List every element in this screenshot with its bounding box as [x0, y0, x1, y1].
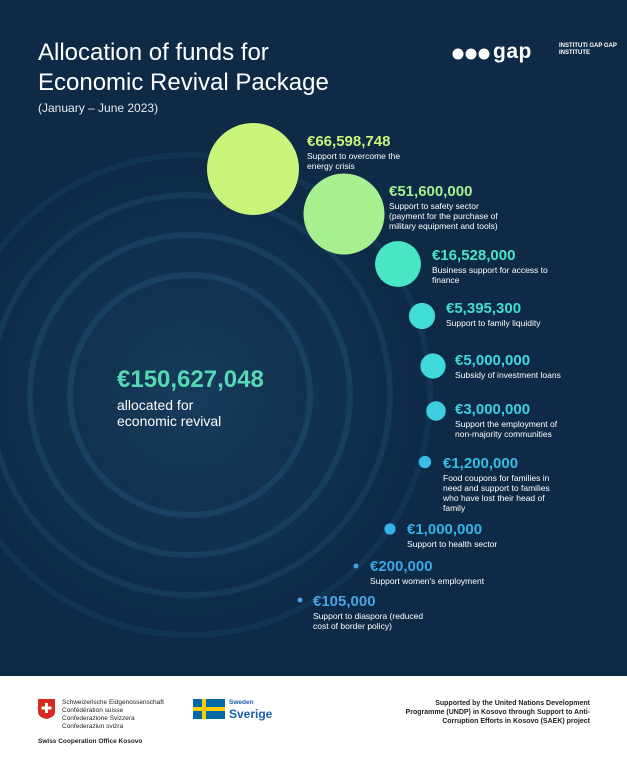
- allocation-item: [446, 300, 566, 328]
- bubble-2: [304, 174, 385, 255]
- allocation-amount: €51,600,000: [389, 183, 473, 200]
- allocation-label: Support the employment of non-majority communities: [455, 419, 558, 439]
- total-amount: €150,627,048: [117, 366, 264, 393]
- page-subtitle: (January – June 2023): [38, 101, 159, 115]
- bubble-1: [207, 123, 299, 215]
- allocation-item: [443, 455, 563, 513]
- swiss-line: Confederaziun svizra: [62, 723, 124, 730]
- allocation-label: Business support for access to finance: [432, 265, 548, 285]
- bubble-10: [298, 598, 303, 603]
- allocation-amount: €200,000: [370, 558, 433, 575]
- allocation-label: Support to diaspora (reduced cost of border policy): [313, 611, 424, 631]
- total-label: allocated for economic revival: [117, 397, 222, 429]
- allocation-amount: €16,528,000: [432, 247, 516, 264]
- swiss-office-label: Swiss Cooperation Office Kosovo: [38, 738, 143, 745]
- sweden-label-top: Sweden: [229, 699, 254, 706]
- allocation-amount: €3,000,000: [455, 401, 531, 418]
- logo-subtitle: INSTITUTI GAP GAP INSTITUTE: [559, 43, 617, 56]
- swiss-confederation-text: [62, 699, 164, 731]
- swiss-line: Schweizerische Eidgenossenschaft: [62, 699, 164, 706]
- gap-logo-icon: [452, 47, 492, 61]
- allocation-label: Support to safety sector (payment for the purchase of military equipment and tools): [389, 201, 498, 231]
- support-statement: Supported by the United Nations Development Programme (UNDP) in Kosovo through Support to Anti-Corruption Efforts in Kosovo (SAEK) project: [405, 700, 590, 725]
- allocation-item: [307, 133, 417, 171]
- allocation-label: Support to health sector: [407, 539, 498, 549]
- allocation-amount: €66,598,748: [307, 133, 391, 150]
- bubble-5: [420, 353, 445, 378]
- logo-wordmark: gap: [493, 40, 532, 63]
- swiss-line: Confédération suisse: [62, 707, 124, 714]
- allocation-item: [455, 401, 575, 439]
- allocation-label: Support to overcome the energy crisis: [307, 151, 401, 171]
- allocation-item: [455, 352, 575, 380]
- allocation-item: [370, 558, 490, 586]
- allocation-item: [407, 521, 527, 549]
- allocation-label: Food coupons for families in need and support to families who have lost their head of family: [443, 473, 550, 513]
- bubble-4: [409, 303, 435, 329]
- bubble-6: [426, 401, 446, 421]
- swiss-line: Confederazione Svizzera: [62, 715, 135, 722]
- bubble-8: [384, 523, 395, 534]
- allocation-label: Support women's employment: [370, 576, 485, 586]
- allocation-item: [389, 183, 509, 231]
- page-title: Allocation of funds for Economic Revival Package: [38, 39, 329, 96]
- sweden-flag-icon: [193, 699, 225, 719]
- allocation-amount: €1,200,000: [443, 455, 519, 472]
- allocation-item: [432, 247, 552, 285]
- sweden-label-bottom: Sverige: [229, 707, 273, 721]
- bubble-7: [419, 456, 431, 468]
- allocation-amount: €1,000,000: [407, 521, 483, 538]
- allocation-amount: €105,000: [313, 593, 376, 610]
- allocation-amount: €5,000,000: [455, 352, 531, 369]
- swiss-flag-icon: [38, 699, 55, 719]
- allocation-amount: €5,395,300: [446, 300, 522, 317]
- bubble-9: [353, 563, 358, 568]
- allocation-label: Subsidy of investment loans: [455, 370, 561, 380]
- allocation-item: [313, 593, 433, 631]
- allocation-label: Support to family liquidity: [446, 318, 541, 328]
- bubble-3: [375, 241, 421, 287]
